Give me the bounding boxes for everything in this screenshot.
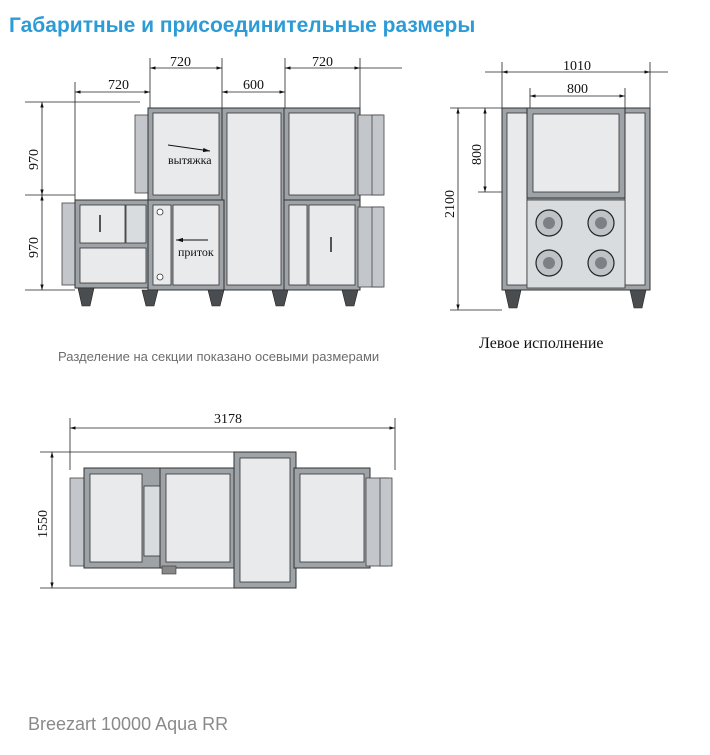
- dim-width-total: 1010: [563, 59, 591, 74]
- dim-height-lower: 970: [27, 237, 42, 258]
- label-supply: приток: [178, 245, 214, 259]
- dim-top-right: 720: [312, 55, 333, 70]
- dim-height-upper: 970: [27, 149, 42, 170]
- variant-caption: Левое исполнение: [479, 335, 604, 352]
- section-note: Разделение на секции показано осевыми размерами: [58, 349, 380, 364]
- dim-height-total: 2100: [443, 190, 458, 218]
- dim-top-mid: 600: [243, 78, 264, 93]
- dim-depth: 1550: [36, 510, 51, 538]
- side-view: [443, 59, 668, 310]
- model-name: Breezart 10000 Aqua RR: [28, 714, 229, 734]
- front-view: [25, 55, 402, 306]
- dim-top-left: 720: [170, 55, 191, 70]
- dim-height-upper-side: 800: [470, 144, 485, 165]
- page-title: Габаритные и присоединительные размеры: [9, 14, 476, 37]
- dim-width-inner: 800: [567, 82, 588, 97]
- label-exhaust: вытяжка: [168, 153, 212, 167]
- dim-left-offset: 720: [108, 78, 129, 93]
- dim-length: 3178: [214, 412, 242, 427]
- top-view: [36, 412, 395, 588]
